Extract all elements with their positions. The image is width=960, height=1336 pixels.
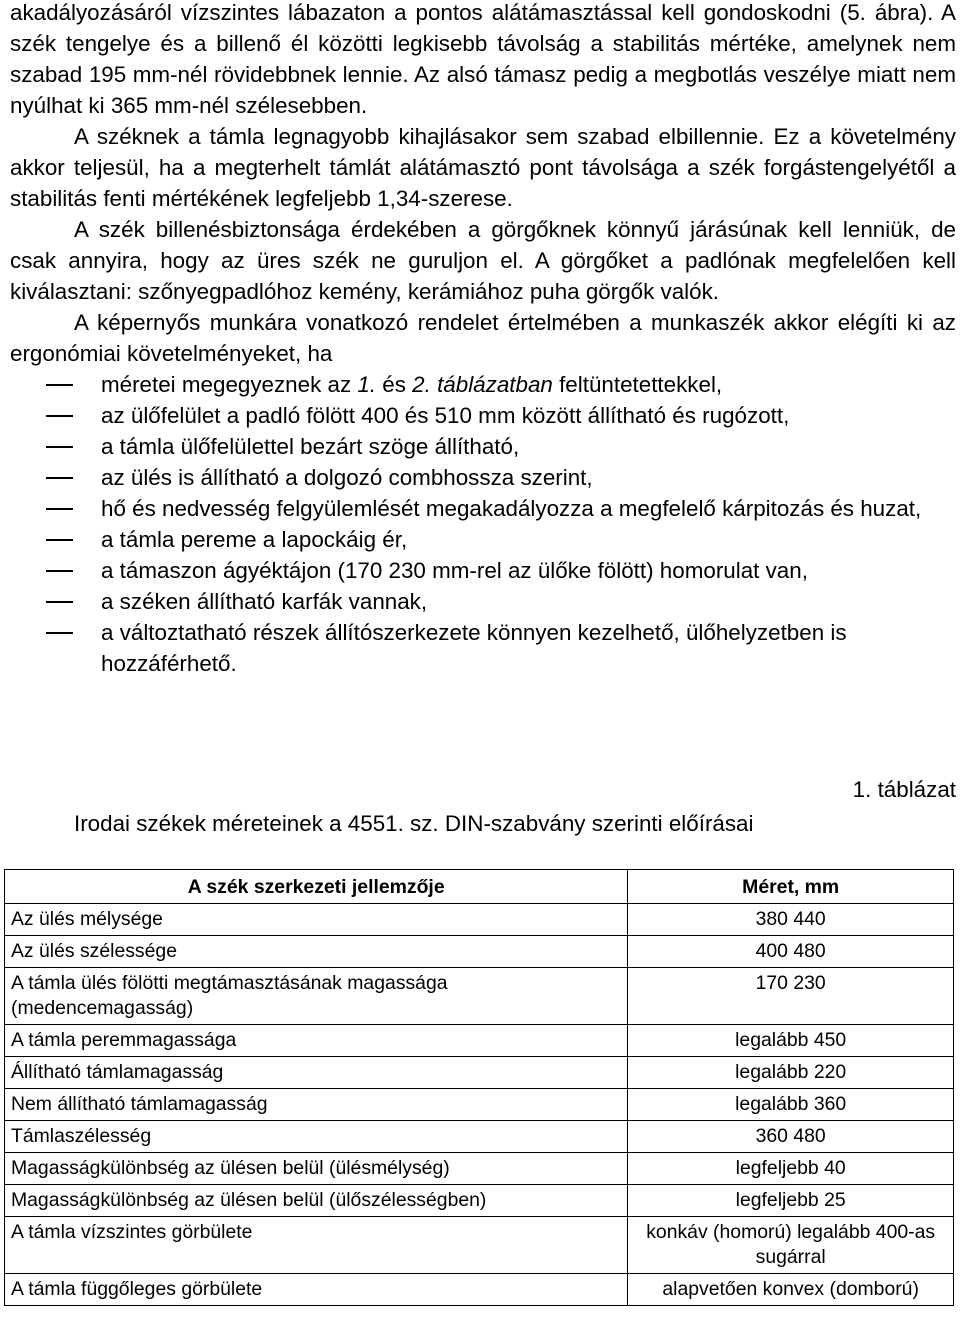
dimension-cell: legalább 360 [628,1089,954,1121]
table-header-row [5,870,954,904]
table-row [5,1217,954,1274]
list-item: a változtatható részek állítószerkezete könnyen kezelhető, ülőhelyzetben is hozzáférhető. [10,617,956,679]
table-row [5,904,954,936]
paragraph: akadályozásáról vízszintes lábazaton a pontos alátámasztással kell gondoskodni (5. ábra). A szék tengelye és a billenő él közötti legkisebb távolság a stabilitás mértéke, amelynek nem szabad 195 mm-nél rövidebbnek lennie. Az alsó támasz pedig a megbotlás veszélye miatt nem nyúlhat ki 365 mm-nél szélesebben. [10,0,956,118]
table-row [5,968,954,1025]
table-row [5,936,954,968]
table-row [5,1025,954,1057]
list-item: a támaszon ágyéktájon (170 230 mm-rel az ülőke fölött) homorulat van, [10,555,956,586]
list-item: méretei megegyeznek az 1. és 2. táblázatban feltüntetettekkel, [10,369,956,400]
characteristic-cell: Nem állítható támlamagasság [5,1089,628,1121]
characteristic-cell: A támla vízszintes görbülete [5,1217,628,1274]
dash-bullet-icon [46,601,73,603]
characteristic-cell: Magasságkülönbség az ülésen belül (ülésmélység) [5,1153,628,1185]
dash-bullet-icon [46,570,73,572]
dash-bullet-icon [46,632,73,634]
table-number: 1. táblázat [852,777,956,802]
table-row [5,1153,954,1185]
characteristic-cell: A támla peremmagassága [5,1025,628,1057]
characteristic-cell: Támlaszélesség [5,1121,628,1153]
dimension-cell: alapvetően konvex (domború) [628,1274,954,1306]
list-item: hő és nedvesség felgyülemlését megakadályozza a megfelelő kárpitozás és huzat, [10,493,956,524]
dash-bullet-icon [46,446,73,448]
characteristic-cell: A támla függőleges görbülete [5,1274,628,1306]
paragraph: A szék billenésbiztonsága érdekében a görgőknek könnyű járásúnak kell lenniük, de csak annyira, hogy az üres szék ne guruljon el. A görgőket a padlónak megfelelően kell kiválasztani: szőnyegpadlóhoz kemény, kerámiához puha görgők valók. [10,217,956,304]
dimension-cell: legfeljebb 25 [628,1185,954,1217]
table-body [5,904,954,1306]
list-item: a széken állítható karfák vannak, [10,586,956,617]
characteristic-cell: Magasságkülönbség az ülésen belül (ülőszélességben) [5,1185,628,1217]
dimension-cell: 400 480 [628,936,954,968]
characteristic-cell: Az ülés mélysége [5,904,628,936]
table-title: Irodai székek méreteinek a 4551. sz. DIN-szabvány szerinti előírásai [74,811,754,836]
dash-bullet-icon [46,539,73,541]
table-row [5,1089,954,1121]
characteristic-cell: Állítható támlamagasság [5,1057,628,1089]
dimension-cell: konkáv (homorú) legalább 400-as sugárral [628,1217,954,1274]
table-row [5,1185,954,1217]
requirements-list [10,369,956,679]
list-item: a támla pereme a lapockáig ér, [10,524,956,555]
table-row [5,1057,954,1089]
dash-bullet-icon [46,384,73,386]
dash-bullet-icon [46,477,73,479]
paragraph: A képernyős munkára vonatkozó rendelet értelmében a munkaszék akkor elégíti ki az ergonómiai követelményeket, ha [10,310,956,366]
dimension-cell: 380 440 [628,904,954,936]
table-row [5,1274,954,1306]
dimension-cell: 170 230 [628,968,954,1025]
list-item: az ülés is állítható a dolgozó combhossza szerint, [10,462,956,493]
dimension-cell: legalább 450 [628,1025,954,1057]
table-row [5,1121,954,1153]
paragraph: A széknek a támla legnagyobb kihajlásakor sem szabad elbillennie. Ez a követelmény akkor teljesül, ha a megterhelt támlát alátámasztó pont távolsága a szék forgástengelyétől a stabilitás fenti mértékének legfeljebb 1,34-szerese. [10,124,956,211]
dimension-cell: legfeljebb 40 [628,1153,954,1185]
column-header: A szék szerkezeti jellemzője [5,870,628,904]
dimension-cell: legalább 220 [628,1057,954,1089]
dimension-cell: 360 480 [628,1121,954,1153]
chair-dimensions-table [4,869,954,1306]
body-text [10,0,956,679]
list-item: a támla ülőfelülettel bezárt szöge állítható, [10,431,956,462]
list-item: az ülőfelület a padló fölött 400 és 510 mm között állítható és rugózott, [10,400,956,431]
characteristic-cell: Az ülés szélessége [5,936,628,968]
column-header: Méret, mm [628,870,954,904]
dash-bullet-icon [46,415,73,417]
characteristic-cell: A támla ülés fölötti megtámasztásának magassága (medencemagasság) [5,968,628,1025]
dash-bullet-icon [46,508,73,510]
